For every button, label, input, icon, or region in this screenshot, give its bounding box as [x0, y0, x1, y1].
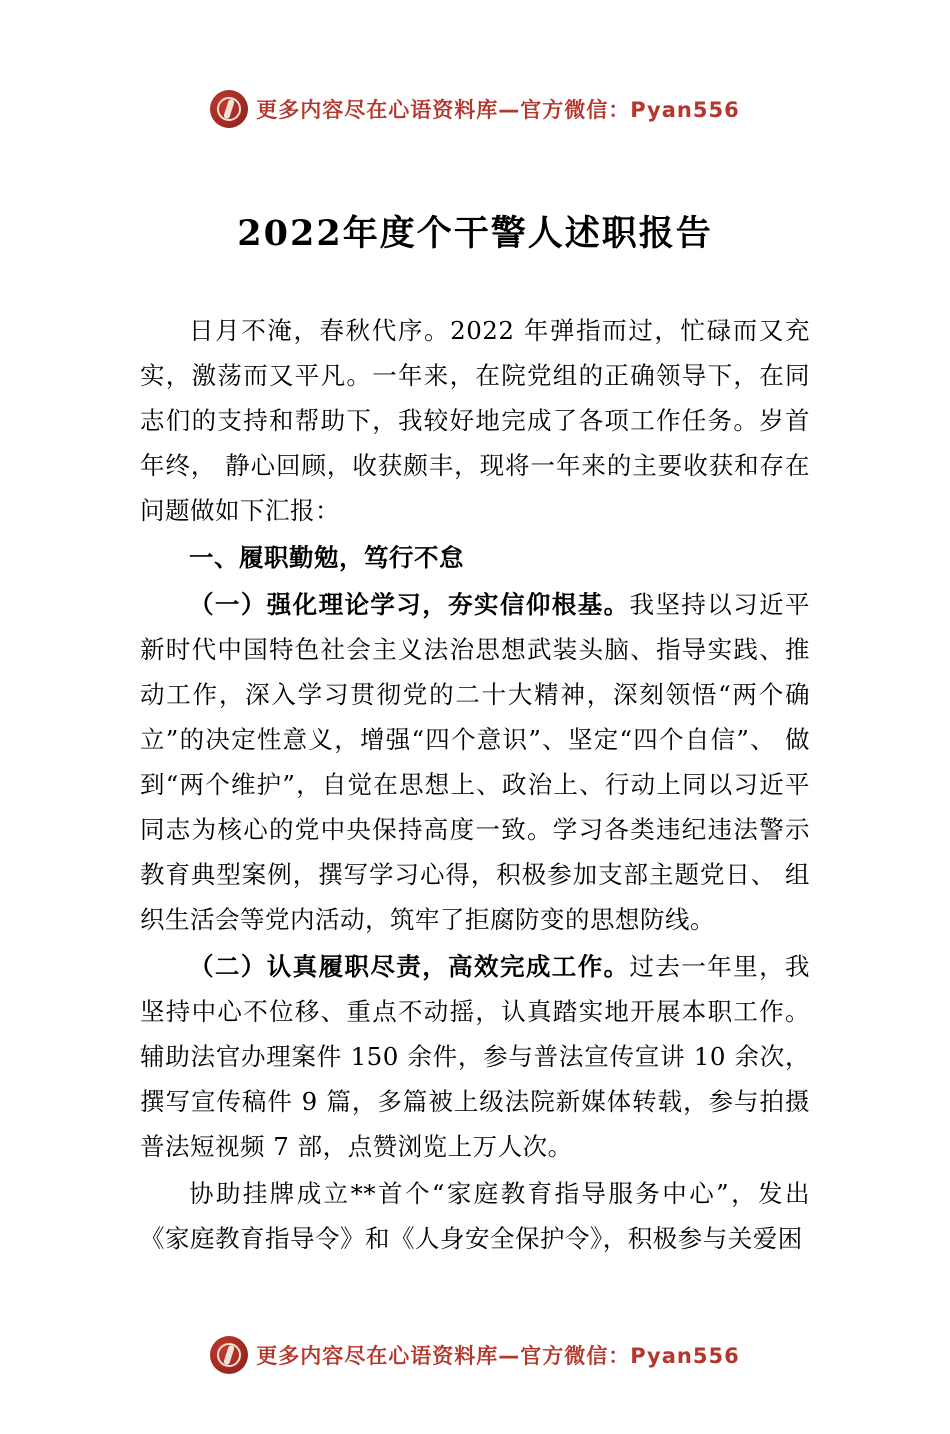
paragraph-subsection-1	[140, 582, 810, 942]
section-heading-1: 一、履职勤勉，笃行不怠	[189, 543, 464, 572]
paragraph-intro: 日月不淹，春秋代序。2022 年弹指而过，忙碌而又充实，激荡而又平凡。一年来，在院党组的正确领导下，在同志们的支持和帮助下，我较好地完成了各项工作任务。岁首年终， 静心回顾，收获颇丰，现将一年来的主要收获和存在问题做如下汇报：	[140, 316, 810, 525]
subsection-1-lead: （一）强化理论学习，夯实信仰根基。	[189, 590, 630, 619]
yin-yang-circle-logo-icon	[210, 90, 248, 128]
subsection-1-text: 我坚持以习近平新时代中国特色社会主义法治思想武装头脑、指导实践、推动工作，深入学习贯彻党的二十大精神，深刻领悟“两个确立”的决定性意义，增强“四个意识”、坚定“四个自信”、 做到“两个维护”，自觉在思想上、政治上、行动上同以习近平同志为核心的党中央保持高度一致。学习各类违纪违法警示教育典型案例，撰写学习心得，积极参加支部主题党日、 组织生活会等党内活动，筑牢了拒腐防变的思想防线。	[140, 590, 811, 934]
watermark-text: 更多内容尽在心语资料库—官方微信：Pyan556	[256, 1344, 740, 1368]
watermark-bottom	[0, 1336, 950, 1374]
paragraph-closing: 协助挂牌成立**首个“家庭教育指导服务中心”，发出《家庭教育指导令》和《人身安全保护令》，积极参与关爱困	[140, 1179, 810, 1253]
page-title: 2022年度个干警人述职报告	[237, 213, 713, 254]
subsection-2-text: 过去一年里，我坚持中心不位移、重点不动摇，认真踏实地开展本职工作。 辅助法官办理案件 150 余件，参与普法宣传宣讲 10 余次，撰写宣传稿件 9 篇，多篇被上级法院新媒体转载，参与拍摄普法短视频 7 部，点赞浏览上万人次。	[140, 952, 811, 1161]
subsection-2-lead: （二）认真履职尽责，高效完成工作。	[189, 952, 630, 981]
paragraph-subsection-2	[140, 944, 810, 1169]
watermark-top	[140, 90, 810, 128]
yin-yang-circle-logo-icon	[210, 1336, 248, 1374]
document-body	[140, 308, 810, 1261]
document-page	[0, 90, 950, 1434]
watermark-text: 更多内容尽在心语资料库—官方微信：Pyan556	[256, 98, 740, 122]
